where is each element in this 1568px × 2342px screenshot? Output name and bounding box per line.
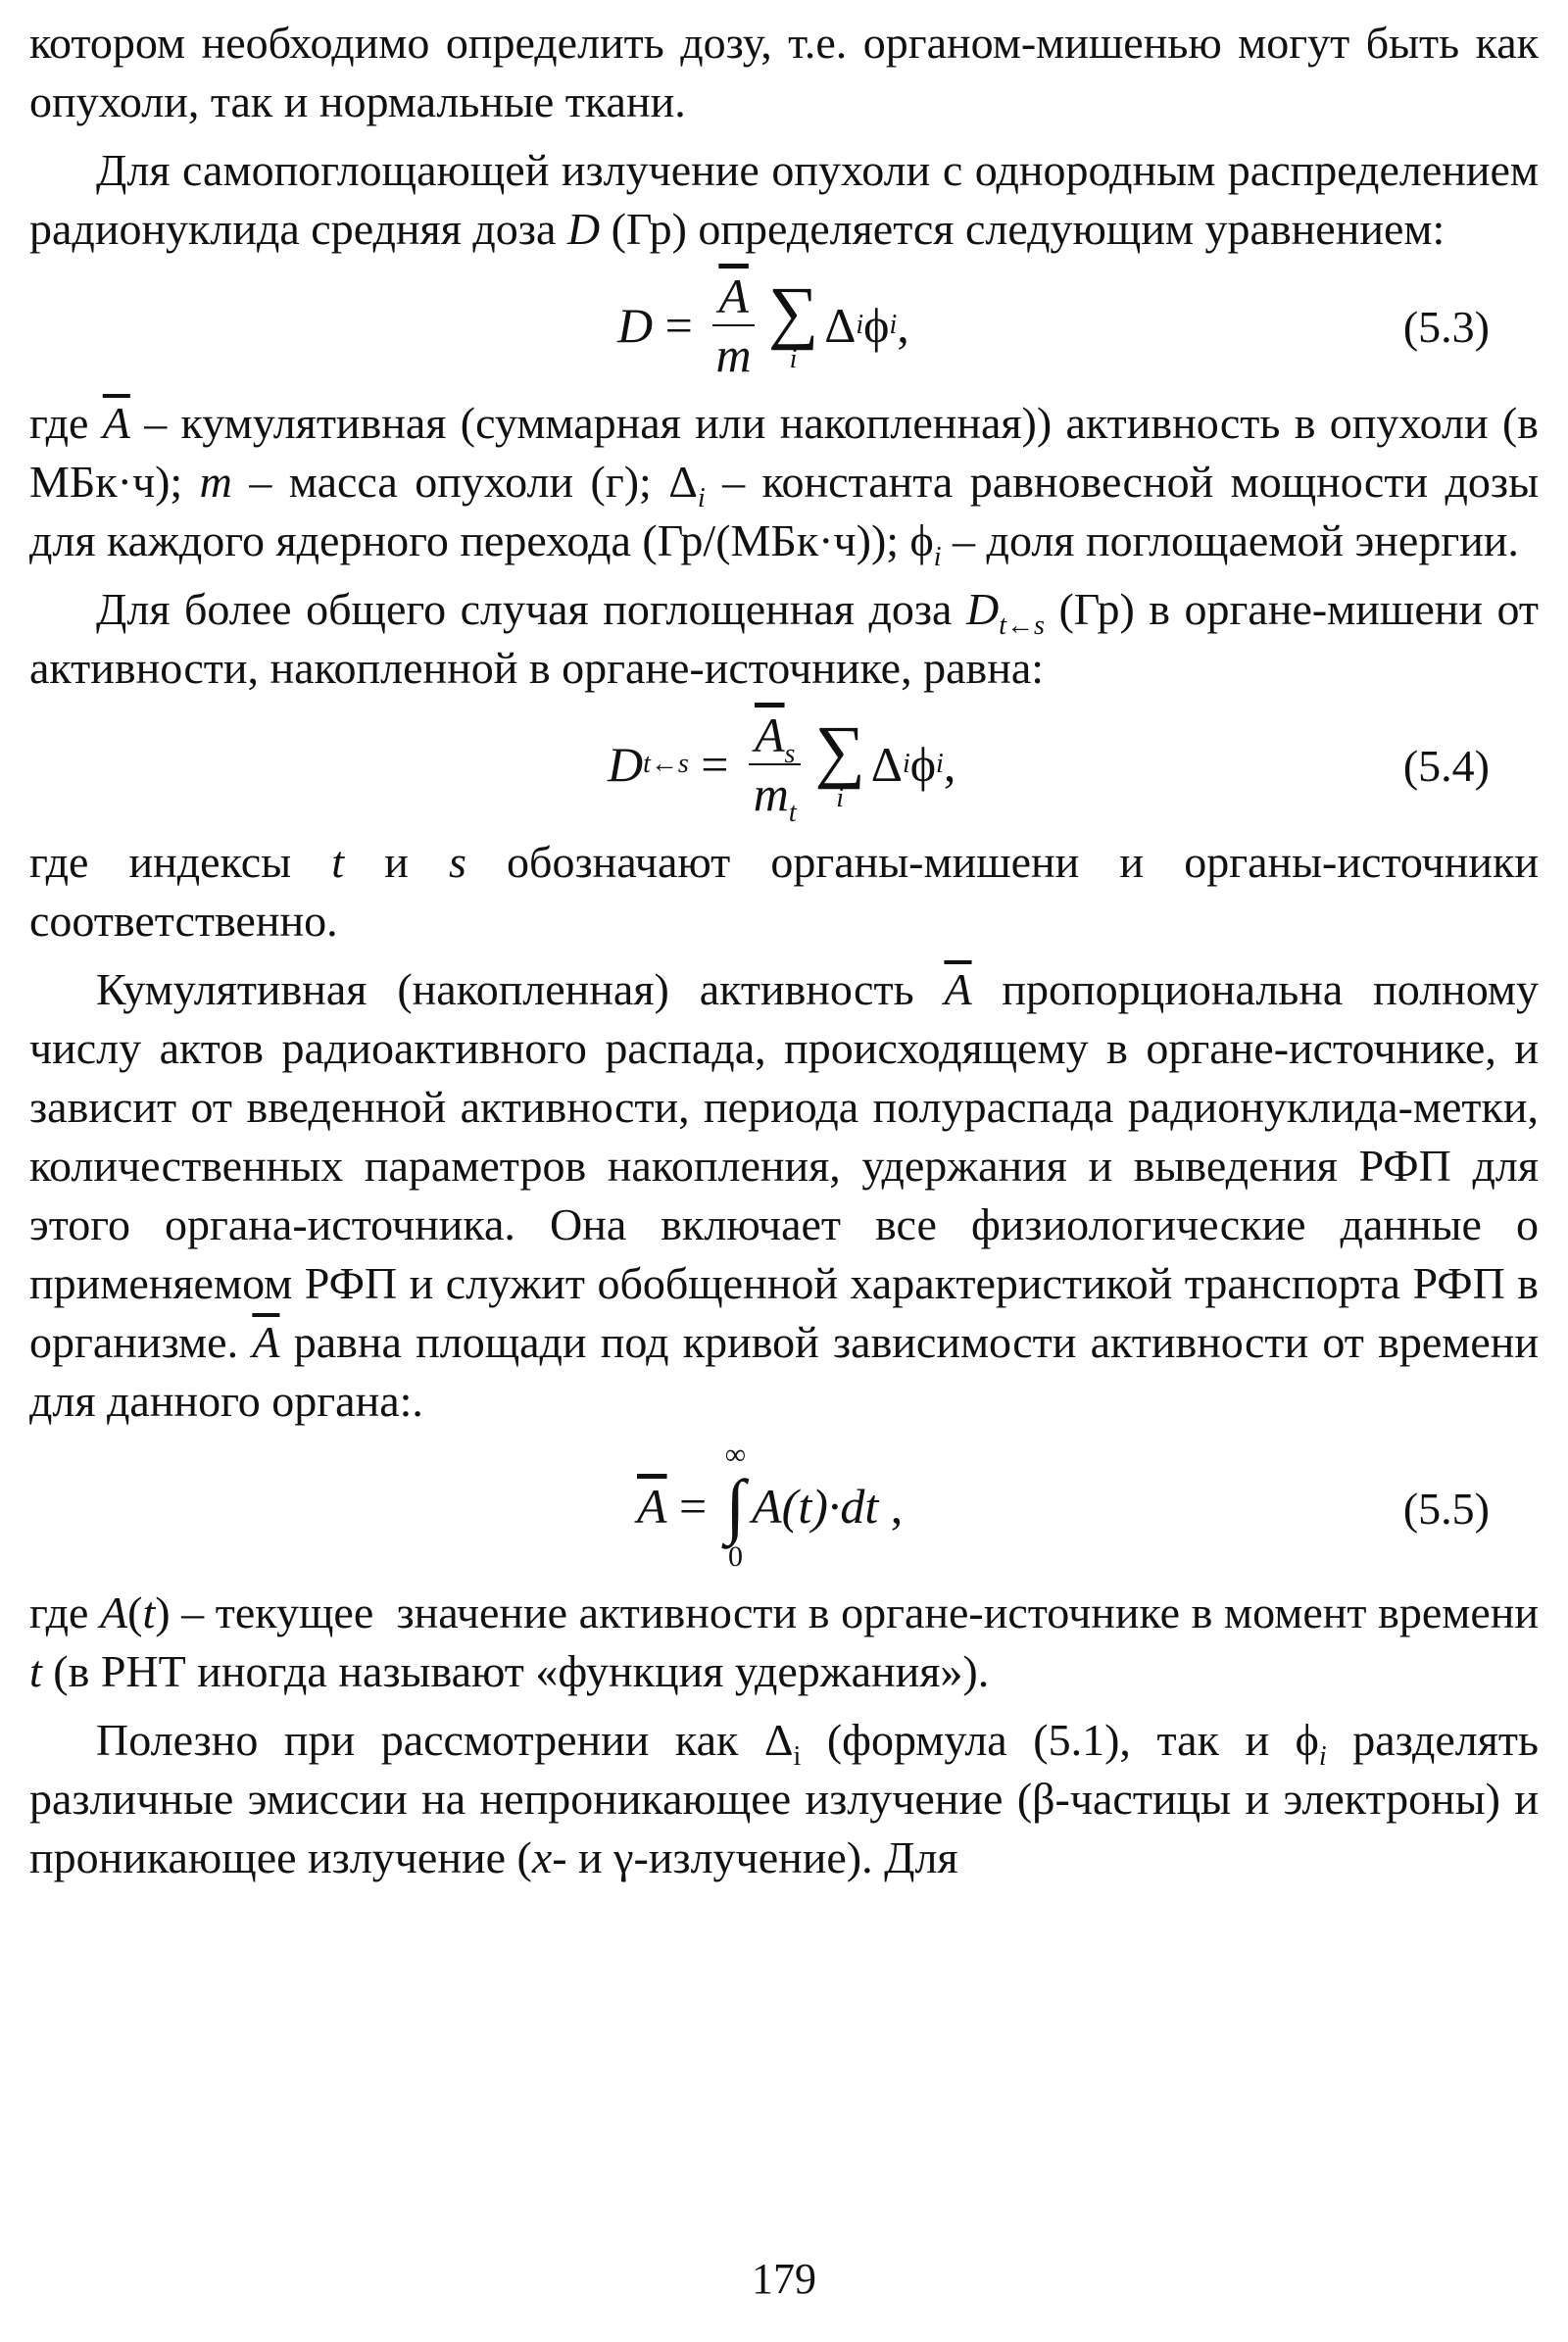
paragraph-5: где индексы t и s обозначают органы-мишени и органы-источники соответственно.	[29, 837, 1539, 946]
equation-number-5-4: (5.4)	[1402, 741, 1490, 791]
equation-5-5: $\overline{A}$ = ∞ ∫ 0 A(t)·dt , (5.5)	[637, 1439, 1490, 1573]
document-page	[29, 14, 1539, 1887]
paragraph-4: Для более общего случая поглощенная доза $D_{t\leftarrow s}$ (Гр) в органе-мишени от активности, накопленной в органе-источнике, равна:	[29, 584, 1539, 693]
equation-number-5-5: (5.5)	[1402, 1484, 1490, 1534]
eq53-delta: Δ	[824, 298, 857, 353]
paragraph-1: котором необходимо определить дозу, т.е. органом-мишенью могут быть как опухоли, так и нормальные ткани.	[29, 18, 1539, 126]
eq53-lhs: D	[617, 298, 654, 353]
eq54-fraction	[749, 707, 801, 828]
eq53-sum: ∑ i	[767, 272, 819, 374]
eq54-tail: ,	[943, 737, 956, 792]
eq55-integrand: A(t)·dt	[752, 1479, 879, 1534]
eq54-denominator: $m_t$	[753, 766, 797, 828]
eq53-numerator: $\overline{A}$	[712, 268, 755, 326]
eq53-tail: ,	[897, 298, 909, 353]
paragraph-7: где A(t) – текущее значение активности в органе-источнике в момент времени t (в РНТ иногда называют «функция удержания»).	[29, 1587, 1539, 1696]
eq55-integral: ∞ ∫ 0	[724, 1439, 747, 1573]
page-number: 179	[752, 2255, 816, 2303]
eq55-lower: 0	[727, 1540, 743, 1573]
paragraph-3: где $\overline{A}$ – кумулятивная (суммарная или накопленная)) активность в опухоли (в МБк·ч); m – масса опухоли (г); $\Delta_i$ – константа равновесной мощности дозы для каждого ядерного перехода (Гр/(МБк·ч)); $\phi_i$ – доля поглощаемой энергии.	[29, 398, 1539, 573]
eq54-lhs: D	[608, 737, 644, 792]
eq54-delta: Δ	[870, 737, 903, 792]
paragraph-6: Кумулятивная (накопленная) активность $\overline{A}$ пропорциональна полному числу актов радиоактивного распада, происходящему в органе-источнике, и зависит от введенной активности, периода полураспада радионуклида-метки, количественных параметров накопления, удержания и выведения РФП для этого органа-источника. Она включает все физиологические данные о применяемом РФП и служит обобщенной характеристикой транспорта РФП в организме. $\overline{A}$ равна площади под кривой зависимости активности от времени для данного органа:.	[29, 964, 1539, 1426]
eq54-phi: ϕ	[909, 737, 937, 792]
equation-5-4: D t←s = $\frac{\overline{A}_s}{m_t}$ ∑ i Δ i ϕ i , (5.4)	[608, 707, 1490, 828]
eq53-phi: ϕ	[863, 298, 890, 353]
eq53-sum-index: i	[789, 344, 798, 374]
equation-number-5-3: (5.3)	[1402, 302, 1490, 352]
eq55-lhs: $\overline{A}$	[637, 1479, 667, 1534]
eq54-numerator: $\overline{A}_s$	[749, 707, 801, 765]
eq55-upper: ∞	[724, 1439, 747, 1471]
eq55-tail: ,	[890, 1479, 904, 1534]
eq53-denominator: m	[715, 327, 752, 382]
paragraph-8: Полезно при рассмотрении как $\Delta_i$ (формула (5.1), так и $\phi_i$ разделять различные эмиссии на непроникающее излучение (β-частицы и электроны) и проникающее излучение (x- и γ-излучение). Для	[29, 1715, 1539, 1882]
equation-5-3: D = $\frac{\overline{A}}{m}$ ∑ i Δ i ϕ i , (5.3)	[617, 268, 1490, 382]
eq54-sum: ∑ i	[814, 711, 865, 813]
paragraph-2: Для самопоглощающей излучение опухоли с однородным распределением радионуклида средняя доза D (Гр) определяется следующим уравнением:	[29, 145, 1539, 254]
eq53-fraction	[712, 268, 755, 383]
eq54-sum-index: i	[836, 783, 844, 813]
